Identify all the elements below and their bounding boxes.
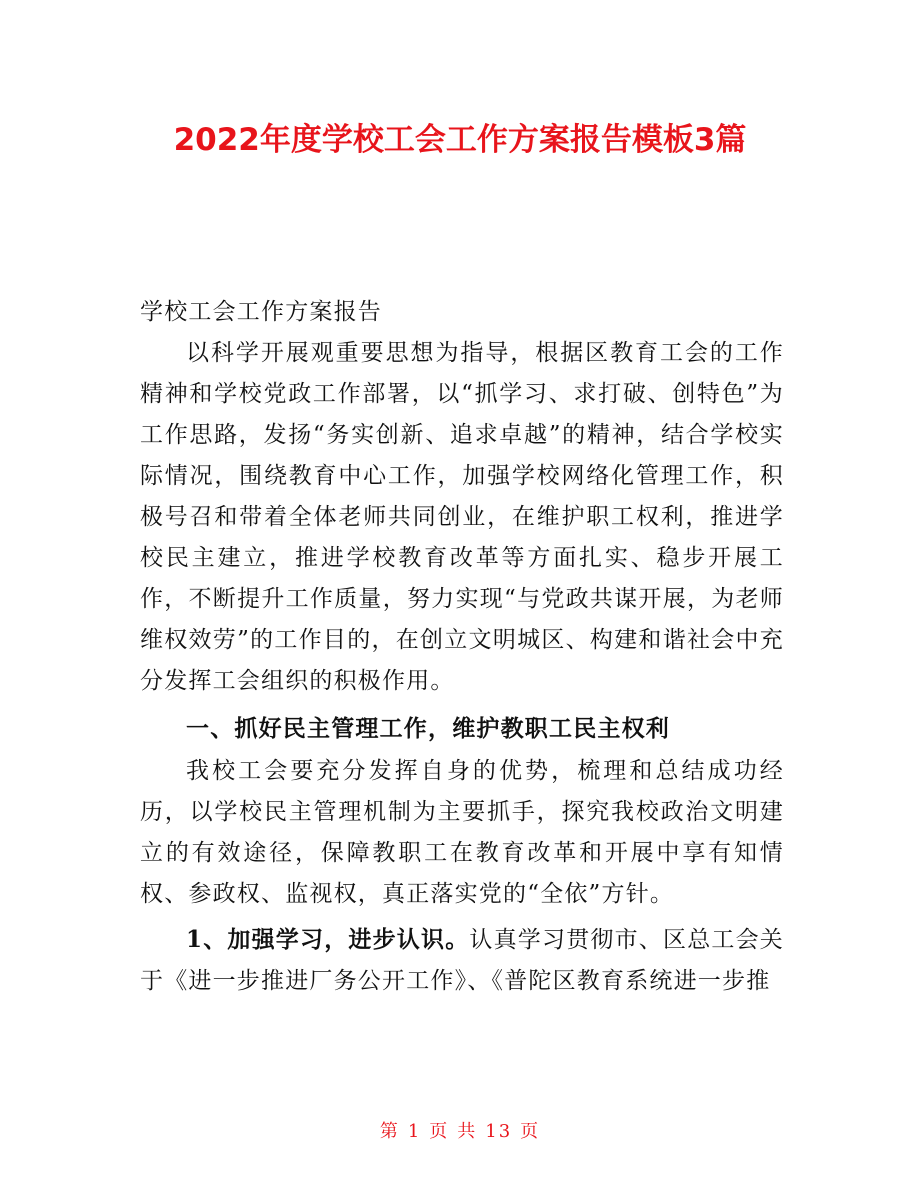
footer-label-page-unit: 页 xyxy=(429,1121,450,1142)
section-heading: 一、抓好民主管理工作，维护教职工民主权利 xyxy=(186,715,670,742)
footer-label-total: 共 xyxy=(457,1121,478,1142)
paragraph-intro: 以科学开展观重要思想为指导，根据区教育工会的工作精神和学校党政工作部署，以“抓学习、求打破、创特色”为工作思路，发扬“务实创新、追求卓越”的精神，结合学校实际情况，围绕教育中心工作，加强学校网络化管理工作，积极号召和带着全体老师共同创业，在维护职工权利，推进学校民主建立，推进学校教育改革等方面扎实、稳步开展工作，不断提升工作质量，努力实现“与党政共谋开展，为老师维权效劳”的工作目的，在创立文明城区、构建和谐社会中充分发挥工会组织的积极作用。 xyxy=(140,340,784,694)
document-body xyxy=(140,292,784,1002)
footer-total-pages: 13 xyxy=(485,1121,513,1142)
footer-current-page: 1 xyxy=(407,1121,422,1142)
paragraph-study-lead: 1、加强学习，进步认识。 xyxy=(186,926,470,953)
footer-label-page: 第 xyxy=(379,1121,400,1142)
document-title: 2022年度学校工会工作方案报告模板3篇 xyxy=(173,122,747,158)
paragraph-democratic-management: 我校工会要充分发挥自身的优势，梳理和总结成功经历，以学校民主管理机制为主要抓手，探究我校政治文明建立的有效途径，保障教职工在教育改革和开展中享有知情权、参政权、监视权，真正落实党的“全依”方针。 xyxy=(140,758,784,907)
document-subtitle: 学校工会工作方案报告 xyxy=(140,299,382,325)
paragraph-study-text: 认真学习贯彻市、区总工会关于《进一步推进厂务公开工作》、《普陀区教育系统进一步推 xyxy=(140,927,785,994)
footer-label-total-unit: 页 xyxy=(520,1121,541,1142)
page-footer xyxy=(0,1117,920,1143)
paragraph-study xyxy=(140,919,784,1002)
